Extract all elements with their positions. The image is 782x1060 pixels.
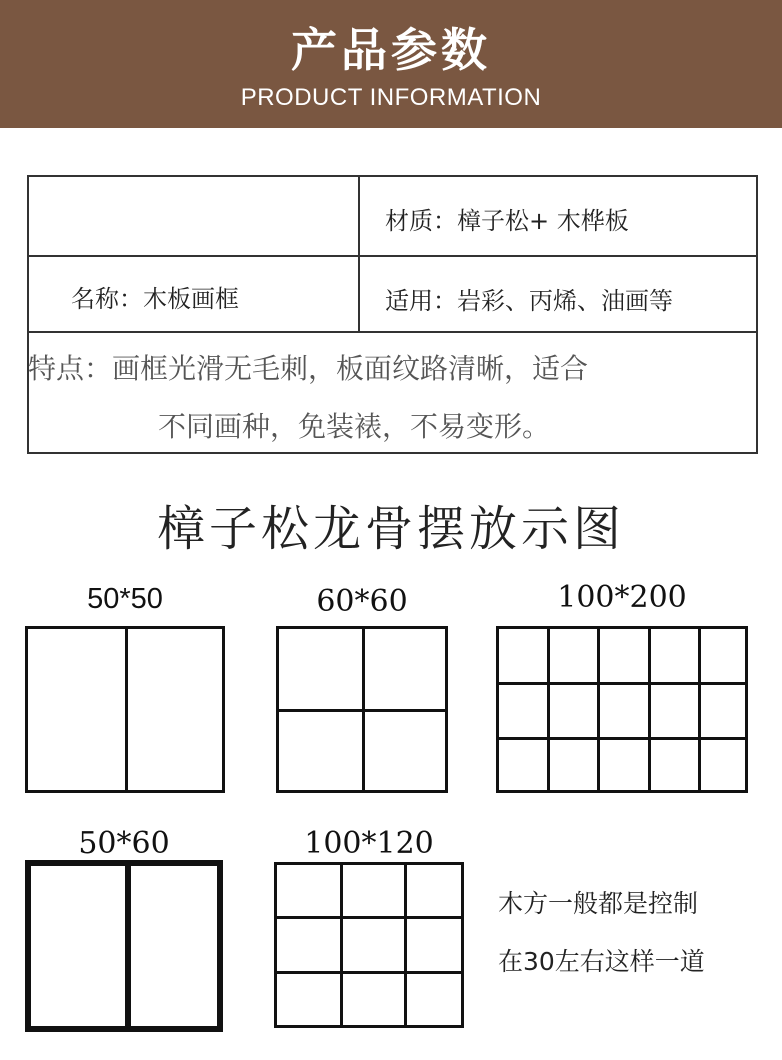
diagram-label-100x120: 100*120: [304, 826, 434, 861]
diagram-label-50x50: 50*50: [87, 583, 163, 615]
keel-bar: [597, 629, 600, 790]
keel-bar: [698, 629, 701, 790]
header-title: 产品参数: [291, 23, 491, 77]
keel-bar: [499, 737, 745, 740]
keel-bar: [277, 916, 461, 919]
keel-bar: [125, 629, 128, 790]
diagram-60x60: [276, 626, 448, 793]
keel-bar: [547, 629, 550, 790]
keel-bar: [648, 629, 651, 790]
material-value: 材质：樟子松+ 木桦板: [385, 207, 629, 235]
diagram-50x50: [25, 626, 225, 793]
diagram-label-60x60: 60*60: [316, 584, 408, 619]
usage-value: 适用：岩彩、丙烯、油画等: [385, 287, 673, 315]
diagram-100x200: [496, 626, 748, 793]
features-line-1: 特点：画框光滑无毛刺，板面纹路清晰，适合: [28, 352, 589, 385]
keel-bar: [279, 709, 445, 712]
keel-section-title: 樟子松龙骨摆放示图: [156, 501, 625, 557]
note-line-2: 在30左右这样一道: [498, 947, 705, 976]
diagram-50x60: [25, 860, 223, 1032]
note-line-1: 木方一般都是控制: [498, 889, 699, 918]
keel-bar: [404, 865, 407, 1025]
table-divider-row1: [29, 255, 756, 257]
header-banner: [0, 0, 782, 128]
blank-cell: [29, 177, 358, 255]
diagram-label-50x60: 50*60: [78, 826, 170, 861]
keel-bar: [125, 866, 131, 1026]
diagram-100x120: [274, 862, 464, 1028]
name-value: 名称：木板画框: [71, 285, 239, 313]
keel-bar: [499, 682, 745, 685]
table-divider-row2: [29, 331, 756, 333]
keel-bar: [340, 865, 343, 1025]
header-subtitle: PRODUCT INFORMATION: [240, 84, 542, 111]
features-line-2: 不同画种，免装裱，不易变形。: [158, 410, 551, 443]
keel-bar: [277, 971, 461, 974]
diagram-label-100x200: 100*200: [557, 580, 687, 615]
